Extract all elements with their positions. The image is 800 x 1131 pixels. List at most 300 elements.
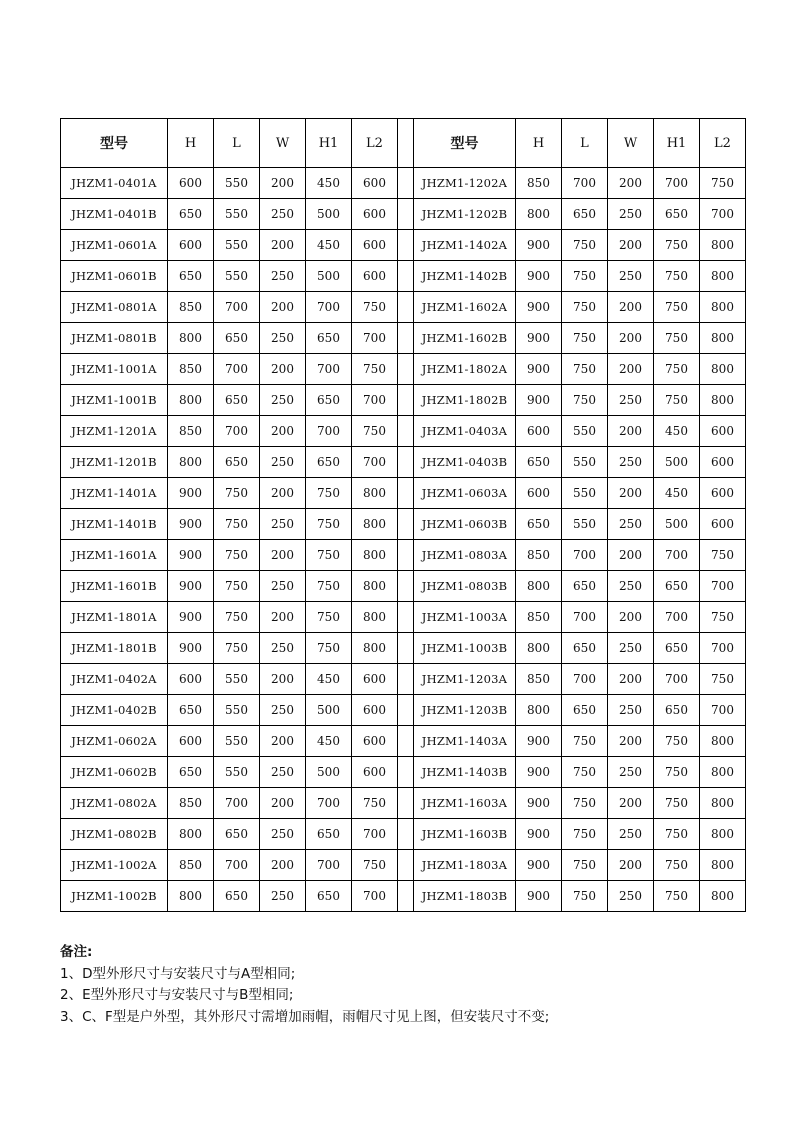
right-cell-l2: 800 (700, 354, 746, 385)
right-cell-h1: 650 (654, 633, 700, 664)
right-cell-l2: 700 (700, 695, 746, 726)
left-cell-l: 650 (214, 323, 260, 354)
left-cell-h1: 750 (306, 509, 352, 540)
left-cell-w: 250 (260, 695, 306, 726)
left-cell-model: JHZM1-0801A (61, 292, 168, 323)
right-cell-h1: 700 (654, 602, 700, 633)
table-row (61, 757, 746, 788)
left-cell-h: 800 (168, 819, 214, 850)
right-cell-model: JHZM1-1402A (414, 230, 516, 261)
right-cell-l: 650 (562, 695, 608, 726)
left-cell-w: 250 (260, 447, 306, 478)
note-item-1: 1、D型外形尺寸与安装尺寸与A型相同; (60, 965, 296, 982)
right-cell-h: 900 (516, 881, 562, 912)
left-cell-w: 250 (260, 819, 306, 850)
left-cell-h1: 650 (306, 323, 352, 354)
left-cell-l: 550 (214, 726, 260, 757)
right-cell-l: 750 (562, 881, 608, 912)
right-cell-l2: 800 (700, 788, 746, 819)
right-cell-l: 750 (562, 261, 608, 292)
right-cell-w: 200 (608, 726, 654, 757)
right-cell-w: 200 (608, 602, 654, 633)
column-separator (398, 447, 414, 478)
right-cell-model: JHZM1-0603B (414, 509, 516, 540)
left-cell-h1: 700 (306, 788, 352, 819)
column-separator (398, 478, 414, 509)
left-cell-h: 600 (168, 664, 214, 695)
left-cell-w: 250 (260, 571, 306, 602)
left-cell-model: JHZM1-1201A (61, 416, 168, 447)
right-cell-l: 550 (562, 447, 608, 478)
left-cell-model: JHZM1-0802B (61, 819, 168, 850)
right-cell-w: 200 (608, 850, 654, 881)
right-cell-l: 700 (562, 602, 608, 633)
left-cell-l2: 700 (352, 323, 398, 354)
left-cell-h1: 650 (306, 447, 352, 478)
right-cell-h: 900 (516, 757, 562, 788)
left-cell-l: 550 (214, 695, 260, 726)
right-cell-l: 750 (562, 323, 608, 354)
right-cell-l2: 600 (700, 416, 746, 447)
right-cell-h1: 650 (654, 695, 700, 726)
right-cell-h: 900 (516, 230, 562, 261)
left-header-l: L (214, 119, 260, 168)
right-header-w: W (608, 119, 654, 168)
right-cell-l2: 800 (700, 881, 746, 912)
right-cell-l2: 600 (700, 447, 746, 478)
left-cell-h: 800 (168, 881, 214, 912)
left-cell-l2: 800 (352, 633, 398, 664)
left-cell-model: JHZM1-1801B (61, 633, 168, 664)
left-cell-model: JHZM1-0602A (61, 726, 168, 757)
left-cell-w: 200 (260, 850, 306, 881)
right-cell-w: 250 (608, 385, 654, 416)
left-cell-model: JHZM1-0602B (61, 757, 168, 788)
left-cell-l2: 750 (352, 850, 398, 881)
table-row (61, 633, 746, 664)
right-cell-h1: 450 (654, 416, 700, 447)
right-cell-l: 750 (562, 850, 608, 881)
left-cell-h: 900 (168, 602, 214, 633)
table-row (61, 819, 746, 850)
column-separator (398, 292, 414, 323)
left-cell-model: JHZM1-0601A (61, 230, 168, 261)
right-cell-model: JHZM1-1602B (414, 323, 516, 354)
right-cell-l2: 700 (700, 199, 746, 230)
left-cell-l2: 600 (352, 664, 398, 695)
right-cell-h: 800 (516, 633, 562, 664)
left-cell-h1: 750 (306, 633, 352, 664)
right-cell-h1: 650 (654, 199, 700, 230)
left-cell-model: JHZM1-1601B (61, 571, 168, 602)
left-cell-l2: 750 (352, 354, 398, 385)
table-row (61, 385, 746, 416)
right-cell-l: 550 (562, 509, 608, 540)
left-cell-w: 250 (260, 633, 306, 664)
right-cell-l: 750 (562, 230, 608, 261)
left-cell-w: 200 (260, 292, 306, 323)
left-cell-l: 700 (214, 416, 260, 447)
right-cell-l: 750 (562, 354, 608, 385)
right-header-h: H (516, 119, 562, 168)
left-cell-h1: 650 (306, 881, 352, 912)
left-cell-w: 200 (260, 168, 306, 199)
right-cell-model: JHZM1-1203A (414, 664, 516, 695)
note-item-3: 3、C、F型是户外型，其外形尺寸需增加雨帽，雨帽尺寸见上图，但安装尺寸不变; (60, 1008, 550, 1025)
left-cell-l2: 700 (352, 385, 398, 416)
right-cell-w: 250 (608, 633, 654, 664)
column-separator (398, 354, 414, 385)
right-header-l: L (562, 119, 608, 168)
right-cell-h1: 700 (654, 168, 700, 199)
column-separator (398, 726, 414, 757)
column-separator (398, 230, 414, 261)
right-cell-h: 650 (516, 509, 562, 540)
left-cell-l2: 750 (352, 788, 398, 819)
left-cell-model: JHZM1-1601A (61, 540, 168, 571)
left-cell-l: 750 (214, 478, 260, 509)
right-cell-model: JHZM1-1202A (414, 168, 516, 199)
left-cell-h: 800 (168, 323, 214, 354)
table-row (61, 695, 746, 726)
right-cell-model: JHZM1-1603A (414, 788, 516, 819)
right-cell-l: 550 (562, 416, 608, 447)
right-cell-w: 200 (608, 230, 654, 261)
left-cell-l2: 800 (352, 540, 398, 571)
note-item-2: 2、E型外形尺寸与安装尺寸与B型相同; (60, 987, 294, 1003)
table-row (61, 354, 746, 385)
left-cell-w: 250 (260, 199, 306, 230)
left-cell-l2: 600 (352, 757, 398, 788)
right-cell-l2: 750 (700, 602, 746, 633)
left-cell-model: JHZM1-1201B (61, 447, 168, 478)
left-cell-h: 600 (168, 168, 214, 199)
right-cell-h: 850 (516, 168, 562, 199)
right-cell-h: 900 (516, 292, 562, 323)
right-cell-w: 200 (608, 540, 654, 571)
right-cell-model: JHZM1-0403A (414, 416, 516, 447)
right-cell-model: JHZM1-0603A (414, 478, 516, 509)
left-cell-h: 850 (168, 354, 214, 385)
right-cell-h: 900 (516, 819, 562, 850)
left-cell-w: 200 (260, 230, 306, 261)
table-row (61, 509, 746, 540)
right-cell-l2: 800 (700, 385, 746, 416)
left-cell-h: 650 (168, 757, 214, 788)
right-cell-l2: 600 (700, 509, 746, 540)
right-cell-h: 650 (516, 447, 562, 478)
right-cell-model: JHZM1-1603B (414, 819, 516, 850)
right-cell-model: JHZM1-1402B (414, 261, 516, 292)
right-cell-l: 700 (562, 540, 608, 571)
left-cell-l2: 800 (352, 509, 398, 540)
column-separator (398, 385, 414, 416)
left-cell-model: JHZM1-1002A (61, 850, 168, 881)
table-row (61, 726, 746, 757)
left-cell-h1: 650 (306, 385, 352, 416)
left-cell-l: 650 (214, 881, 260, 912)
right-cell-h: 850 (516, 664, 562, 695)
right-cell-w: 200 (608, 416, 654, 447)
left-header-model: 型号 (61, 119, 168, 168)
left-cell-l: 650 (214, 447, 260, 478)
left-cell-l2: 700 (352, 881, 398, 912)
left-cell-w: 250 (260, 757, 306, 788)
right-cell-w: 250 (608, 447, 654, 478)
right-cell-l2: 800 (700, 757, 746, 788)
right-cell-w: 250 (608, 509, 654, 540)
right-cell-h1: 700 (654, 664, 700, 695)
right-cell-w: 200 (608, 292, 654, 323)
left-cell-l2: 600 (352, 230, 398, 261)
left-cell-h1: 450 (306, 726, 352, 757)
left-cell-l: 750 (214, 540, 260, 571)
left-cell-h: 900 (168, 478, 214, 509)
right-cell-h: 900 (516, 726, 562, 757)
column-separator (398, 881, 414, 912)
right-cell-h1: 750 (654, 292, 700, 323)
right-cell-l2: 750 (700, 168, 746, 199)
left-cell-h1: 650 (306, 819, 352, 850)
right-cell-l: 700 (562, 168, 608, 199)
left-cell-l: 550 (214, 230, 260, 261)
left-cell-h: 800 (168, 447, 214, 478)
right-cell-l2: 700 (700, 633, 746, 664)
left-cell-l: 650 (214, 385, 260, 416)
column-separator (398, 323, 414, 354)
right-cell-model: JHZM1-1403B (414, 757, 516, 788)
right-cell-model: JHZM1-1803A (414, 850, 516, 881)
right-cell-h: 600 (516, 478, 562, 509)
right-cell-l: 750 (562, 788, 608, 819)
right-cell-h1: 750 (654, 354, 700, 385)
column-separator (398, 757, 414, 788)
right-cell-w: 250 (608, 199, 654, 230)
left-cell-w: 250 (260, 261, 306, 292)
left-header-w: W (260, 119, 306, 168)
left-cell-l: 750 (214, 571, 260, 602)
right-cell-l: 650 (562, 633, 608, 664)
left-cell-l2: 600 (352, 695, 398, 726)
left-cell-l2: 600 (352, 168, 398, 199)
left-cell-l: 550 (214, 664, 260, 695)
left-cell-model: JHZM1-0802A (61, 788, 168, 819)
left-cell-h1: 750 (306, 478, 352, 509)
right-cell-l2: 800 (700, 726, 746, 757)
spec-table (60, 118, 746, 912)
right-cell-h1: 750 (654, 788, 700, 819)
left-cell-l: 550 (214, 261, 260, 292)
left-cell-l: 750 (214, 602, 260, 633)
table-row (61, 416, 746, 447)
right-cell-h1: 450 (654, 478, 700, 509)
right-cell-w: 200 (608, 354, 654, 385)
right-cell-h1: 500 (654, 509, 700, 540)
right-cell-h: 800 (516, 199, 562, 230)
left-cell-l: 550 (214, 168, 260, 199)
left-cell-h1: 750 (306, 540, 352, 571)
right-cell-w: 250 (608, 757, 654, 788)
left-cell-h1: 500 (306, 695, 352, 726)
left-cell-l2: 800 (352, 478, 398, 509)
right-cell-w: 200 (608, 478, 654, 509)
table-row (61, 881, 746, 912)
left-cell-l2: 700 (352, 819, 398, 850)
left-cell-h1: 500 (306, 261, 352, 292)
column-separator (398, 850, 414, 881)
right-cell-model: JHZM1-1403A (414, 726, 516, 757)
left-cell-h1: 500 (306, 757, 352, 788)
right-cell-w: 250 (608, 695, 654, 726)
column-separator (398, 168, 414, 199)
right-cell-h1: 750 (654, 726, 700, 757)
right-cell-h: 900 (516, 850, 562, 881)
right-cell-w: 250 (608, 819, 654, 850)
right-cell-model: JHZM1-0803B (414, 571, 516, 602)
table-row (61, 788, 746, 819)
left-cell-l: 700 (214, 354, 260, 385)
column-separator (398, 664, 414, 695)
right-cell-h1: 750 (654, 261, 700, 292)
left-cell-w: 200 (260, 354, 306, 385)
right-cell-h: 600 (516, 416, 562, 447)
left-cell-h1: 700 (306, 292, 352, 323)
right-cell-h1: 650 (654, 571, 700, 602)
left-cell-model: JHZM1-0401A (61, 168, 168, 199)
left-cell-h: 900 (168, 633, 214, 664)
left-cell-l: 700 (214, 788, 260, 819)
right-cell-l2: 750 (700, 540, 746, 571)
left-cell-l: 550 (214, 199, 260, 230)
left-cell-model: JHZM1-1801A (61, 602, 168, 633)
right-cell-h: 800 (516, 571, 562, 602)
table-row (61, 199, 746, 230)
right-cell-l: 550 (562, 478, 608, 509)
left-cell-model: JHZM1-0402A (61, 664, 168, 695)
column-separator (398, 571, 414, 602)
right-cell-l: 750 (562, 292, 608, 323)
right-cell-l: 700 (562, 664, 608, 695)
left-cell-l2: 700 (352, 447, 398, 478)
right-header-h1: H1 (654, 119, 700, 168)
column-separator (398, 819, 414, 850)
right-cell-l2: 750 (700, 664, 746, 695)
right-cell-l2: 800 (700, 323, 746, 354)
left-cell-h: 850 (168, 850, 214, 881)
left-cell-l2: 600 (352, 261, 398, 292)
column-separator (398, 261, 414, 292)
column-separator (398, 602, 414, 633)
left-cell-l: 650 (214, 819, 260, 850)
right-cell-l: 750 (562, 757, 608, 788)
right-cell-h: 900 (516, 323, 562, 354)
right-cell-h1: 750 (654, 323, 700, 354)
left-cell-l: 750 (214, 509, 260, 540)
left-cell-l: 700 (214, 292, 260, 323)
left-cell-l2: 600 (352, 199, 398, 230)
left-cell-w: 250 (260, 509, 306, 540)
left-cell-h1: 700 (306, 416, 352, 447)
table-row (61, 323, 746, 354)
left-cell-model: JHZM1-1001A (61, 354, 168, 385)
left-cell-model: JHZM1-0601B (61, 261, 168, 292)
left-cell-h: 600 (168, 726, 214, 757)
left-cell-h: 900 (168, 540, 214, 571)
left-cell-model: JHZM1-1002B (61, 881, 168, 912)
right-cell-h: 900 (516, 385, 562, 416)
right-cell-h1: 750 (654, 757, 700, 788)
right-cell-l: 750 (562, 726, 608, 757)
right-cell-l2: 800 (700, 292, 746, 323)
right-cell-w: 250 (608, 881, 654, 912)
right-header-model: 型号 (414, 119, 516, 168)
right-cell-w: 250 (608, 571, 654, 602)
table-row (61, 292, 746, 323)
left-cell-h: 850 (168, 788, 214, 819)
left-cell-w: 250 (260, 385, 306, 416)
left-cell-l2: 800 (352, 571, 398, 602)
left-cell-w: 250 (260, 881, 306, 912)
left-cell-h1: 750 (306, 602, 352, 633)
right-cell-l2: 600 (700, 478, 746, 509)
right-header-l2: L2 (700, 119, 746, 168)
left-cell-h: 650 (168, 695, 214, 726)
left-cell-l: 700 (214, 850, 260, 881)
notes-section (60, 942, 760, 1028)
right-cell-model: JHZM1-1802A (414, 354, 516, 385)
right-cell-h: 900 (516, 261, 562, 292)
right-cell-h: 800 (516, 695, 562, 726)
left-cell-h1: 450 (306, 664, 352, 695)
table-body (61, 168, 746, 912)
right-cell-l: 750 (562, 819, 608, 850)
column-separator (398, 119, 414, 168)
right-cell-h1: 750 (654, 819, 700, 850)
left-cell-h1: 450 (306, 230, 352, 261)
left-cell-h1: 750 (306, 571, 352, 602)
left-cell-h1: 700 (306, 850, 352, 881)
right-cell-l2: 800 (700, 819, 746, 850)
right-cell-model: JHZM1-1202B (414, 199, 516, 230)
left-cell-w: 200 (260, 726, 306, 757)
left-header-h1: H1 (306, 119, 352, 168)
table-row (61, 261, 746, 292)
table-row (61, 230, 746, 261)
left-cell-l: 550 (214, 757, 260, 788)
left-cell-model: JHZM1-1401B (61, 509, 168, 540)
right-cell-model: JHZM1-1003B (414, 633, 516, 664)
right-cell-w: 200 (608, 788, 654, 819)
right-cell-l2: 800 (700, 261, 746, 292)
left-cell-l2: 600 (352, 726, 398, 757)
table-row (61, 447, 746, 478)
left-cell-h: 900 (168, 571, 214, 602)
right-cell-l: 650 (562, 571, 608, 602)
left-cell-model: JHZM1-0402B (61, 695, 168, 726)
right-cell-h: 900 (516, 788, 562, 819)
right-cell-l2: 800 (700, 850, 746, 881)
right-cell-h1: 750 (654, 881, 700, 912)
right-cell-h: 850 (516, 540, 562, 571)
table-row (61, 602, 746, 633)
left-cell-h: 800 (168, 385, 214, 416)
left-cell-h: 650 (168, 199, 214, 230)
column-separator (398, 540, 414, 571)
header-row (61, 119, 746, 168)
table-row (61, 168, 746, 199)
column-separator (398, 695, 414, 726)
column-separator (398, 509, 414, 540)
